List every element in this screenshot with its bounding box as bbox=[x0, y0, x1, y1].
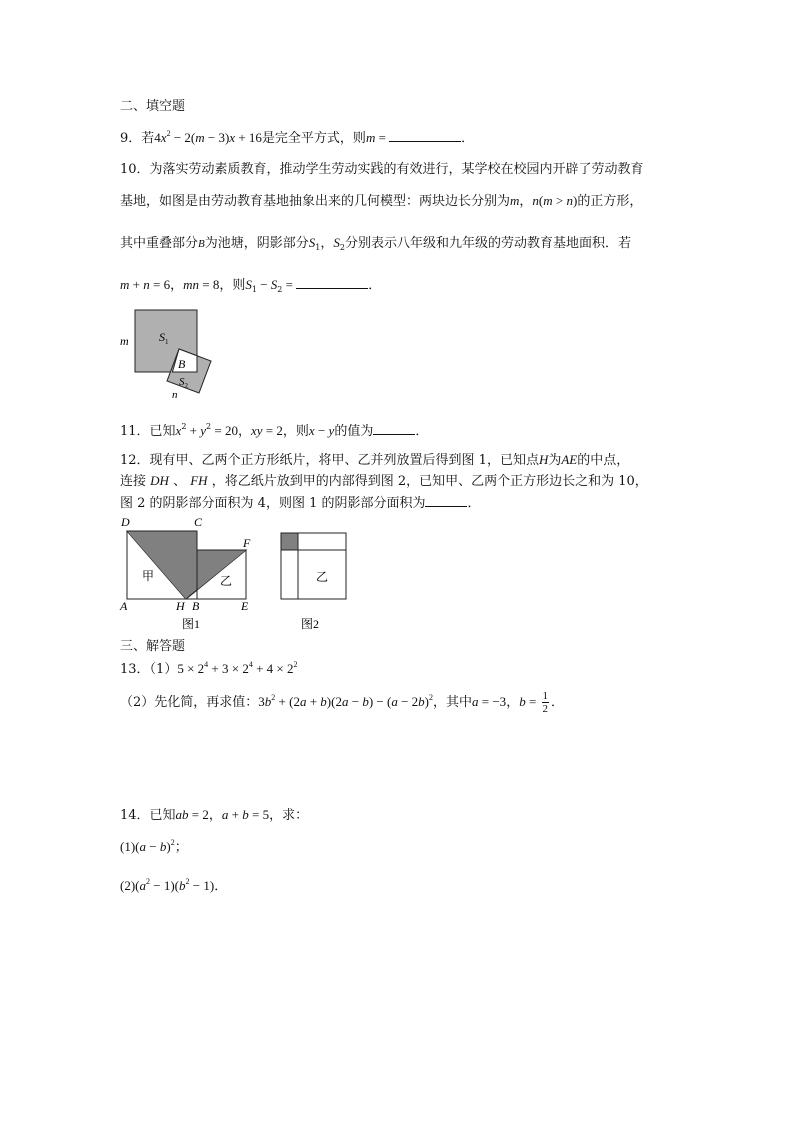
question-10-line4: m + n = 6，mn = 8，则$S_1 - S_2$ = ． bbox=[120, 277, 382, 294]
question-13-part2: （2）先化简，再求值：$3b^2 + (2a + b)(2a - b) - (a - 2b)^2$，其中a = −3，b = $\frac{1}{2}$ ． bbox=[120, 690, 565, 715]
question-10-line1: 10．为落实劳动素质教育，推动学生劳动实践的有效进行，某学校在校园内开辟了劳动教育 bbox=[120, 162, 644, 177]
label-yi-fig2: 乙 bbox=[316, 570, 329, 584]
question-11: 11．已知$x^2 + y^2 = 20$，xy = 2，则x − y的值为 ． bbox=[120, 422, 429, 439]
label-e: E bbox=[241, 599, 249, 613]
label-f: F bbox=[243, 536, 251, 550]
fraction-one-half: $\frac{1}{2}$ bbox=[542, 690, 549, 715]
question-10-line2: 基地，如图是由劳动教育基地抽象出来的几何模型：两块边长分别为m，n(m > n)的正方形， bbox=[120, 193, 643, 209]
label-b: B bbox=[178, 357, 186, 371]
question-12-line3: 图 2 的阴影部分面积为 4，则图 1 的阴影部分面积为 ． bbox=[120, 493, 481, 513]
section-title-answer: 三、解答题 bbox=[120, 639, 186, 654]
question-13-part1: 13．$(1)5 \times 2^4 + 3 \times 2^4 + 4 \times 2^2$ bbox=[120, 660, 298, 677]
label-b: B bbox=[192, 599, 200, 613]
caption-figure-2: 图2 bbox=[301, 617, 320, 631]
question-14-part2: $(2)(a^2 - 1)(b^2 - 1)$． bbox=[120, 877, 228, 894]
q10-figure bbox=[115, 305, 225, 400]
label-jia: 甲 bbox=[142, 569, 155, 583]
question-12-line1: 12．现有甲、乙两个正方形纸片，将甲、乙并列放置后得到图 1，已知点H为AE的中点， bbox=[120, 452, 630, 468]
label-h: H bbox=[176, 599, 185, 613]
label-a: A bbox=[120, 599, 128, 613]
question-14-line1: 14．已知ab = 2，a + b = 5，求： bbox=[120, 807, 309, 823]
shaded-square bbox=[281, 533, 298, 550]
label-n: n bbox=[172, 389, 178, 400]
question-12-line2: 连接 DH 、 FH ，将乙纸片放到甲的内部得到图 2，已知甲、乙两个正方形边长之和为 10， bbox=[120, 473, 648, 489]
label-yi: 乙 bbox=[220, 574, 233, 588]
q12-figure-2 bbox=[278, 530, 352, 635]
answer-blank-12[interactable] bbox=[425, 493, 467, 507]
question-9: 9．若$4x^2 - 2(m - 3)x + 16$是完全平方式，则m = ． bbox=[120, 129, 475, 146]
label-s2: $S_2$ bbox=[179, 376, 188, 390]
caption-figure-1: 图1 bbox=[182, 617, 201, 631]
question-14-part1: $(1)(a - b)^2$； bbox=[120, 838, 188, 855]
label-s1: $S_1$ bbox=[159, 330, 169, 346]
answer-blank-11[interactable] bbox=[373, 421, 415, 435]
label-c: C bbox=[194, 515, 203, 529]
question-10-line3: 其中重叠部分B为池塘，阴影部分$S_1$，$S_2$分别表示八年级和九年级的劳动教育基地面积．若 bbox=[120, 235, 631, 252]
q9-expression: $4x^2 - 2(m - 3)x + 16$ bbox=[154, 129, 262, 145]
answer-blank-10[interactable] bbox=[296, 275, 368, 289]
label-d: D bbox=[121, 515, 130, 529]
answer-blank-9[interactable] bbox=[389, 128, 461, 142]
section-title-fill-in: 二、填空题 bbox=[120, 99, 186, 114]
label-m: m bbox=[120, 334, 129, 348]
q12-figure-1 bbox=[118, 513, 264, 635]
